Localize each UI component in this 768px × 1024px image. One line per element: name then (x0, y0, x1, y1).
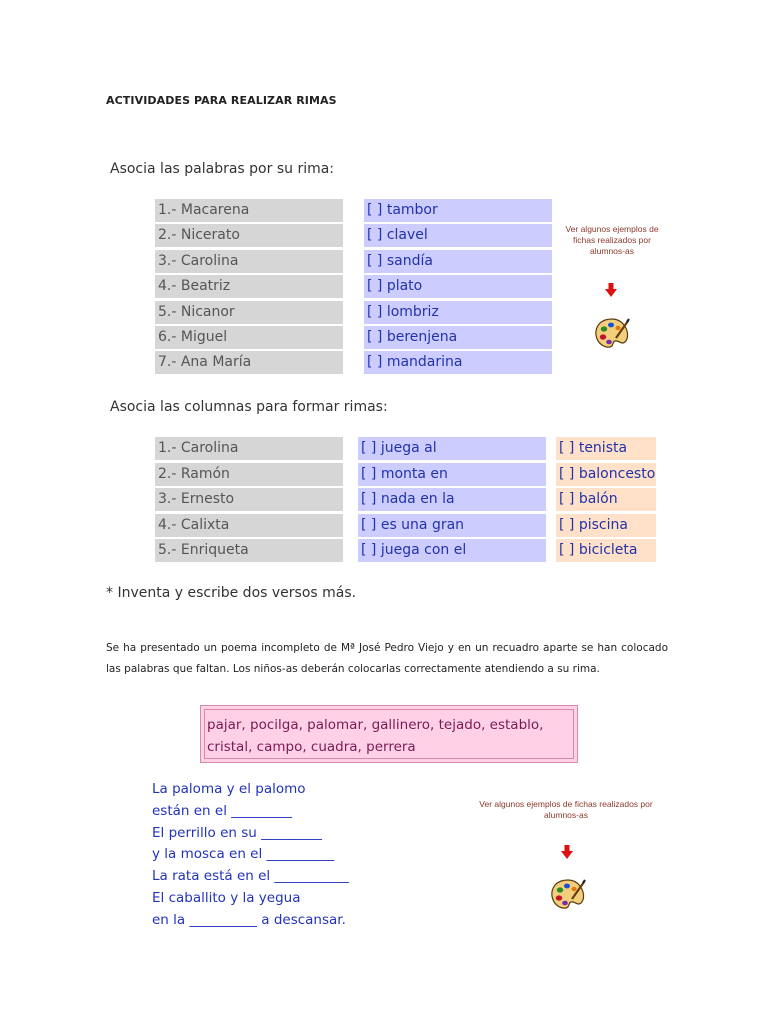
phrase-cell: [ ] nada en la (358, 488, 546, 511)
ending-cell: [ ] piscina (556, 514, 656, 537)
rhyme-word-cell: [ ] sandía (364, 250, 552, 273)
poem-line: El perrillo en su _________ (152, 824, 322, 841)
ending-cell: [ ] baloncesto (556, 463, 656, 486)
phrase-cell: [ ] monta en (358, 463, 546, 486)
poem-line: en la __________ a descansar. (152, 911, 346, 928)
rhyme-word-cell: [ ] tambor (364, 199, 552, 222)
phrase-cell: [ ] es una gran (358, 514, 546, 537)
name-cell: 4.- Calixta (155, 514, 343, 537)
rhyme-word-cell: [ ] berenjena (364, 326, 552, 349)
poem-line: La rata está en el ___________ (152, 868, 349, 885)
phrase-cell: [ ] juega al (358, 437, 546, 460)
name-cell: 3.- Ernesto (155, 488, 343, 511)
paint-palette-icon[interactable] (594, 316, 630, 354)
poem-line: La paloma y el palomo (152, 781, 306, 797)
examples-note-2[interactable]: Ver algunos ejemplos de fichas realizados por alumnos-as (479, 799, 653, 820)
rhyme-name-cell: 5.- Nicanor (155, 301, 343, 324)
ending-cell: [ ] bicicleta (556, 539, 656, 562)
examples-note[interactable]: Ver algunos ejemplos de fichas realizados por alumnos-as (565, 224, 659, 256)
rhyme-name-cell: 6.- Miguel (155, 326, 343, 349)
name-cell: 2.- Ramón (155, 463, 343, 486)
rhyme-name-cell: 1.- Macarena (155, 199, 343, 222)
paint-palette-icon-2[interactable] (550, 877, 586, 915)
rhyme-name-cell: 7.- Ana María (155, 351, 343, 374)
red-down-arrow-icon (605, 282, 617, 301)
ending-cell: [ ] tenista (556, 437, 656, 460)
rhyme-word-cell: [ ] lombriz (364, 301, 552, 324)
rhyme-word-cell: [ ] clavel (364, 224, 552, 247)
section1-heading: Asocia las palabras por su rima: (110, 161, 335, 177)
description-paragraph: Se ha presentado un poema incompleto de Mª José Pedro Viejo y en un recuadro aparte se han colocado las palabras que faltan. Los niños-as deberán colocarlas correctamente atendiendo a su rima. (106, 642, 668, 675)
ending-cell: [ ] balón (556, 488, 656, 511)
rhyme-word-cell: [ ] mandarina (364, 351, 552, 374)
invent-instruction: * Inventa y escribe dos versos más. (106, 585, 357, 601)
rhyme-name-cell: 3.- Carolina (155, 250, 343, 273)
rhyme-name-cell: 4.- Beatriz (155, 275, 343, 298)
missing-words-text: pajar, pocilga, palomar, gallinero, tejado, establo, cristal, campo, cuadra, perrera (204, 709, 574, 759)
red-down-arrow-icon-2 (561, 844, 573, 863)
phrase-cell: [ ] juega con el (358, 539, 546, 562)
page-title: ACTIVIDADES PARA REALIZAR RIMAS (106, 94, 337, 107)
name-cell: 1.- Carolina (155, 437, 343, 460)
name-cell: 5.- Enriqueta (155, 539, 343, 562)
rhyme-name-cell: 2.- Nicerato (155, 224, 343, 247)
poem-line: están en el _________ (152, 802, 293, 819)
poem-line: y la mosca en el __________ (152, 846, 335, 863)
rhyme-word-cell: [ ] plato (364, 275, 552, 298)
missing-words-box (200, 705, 578, 763)
poem-line: El caballito y la yegua (152, 890, 301, 906)
section2-heading: Asocia las columnas para formar rimas: (110, 399, 388, 415)
